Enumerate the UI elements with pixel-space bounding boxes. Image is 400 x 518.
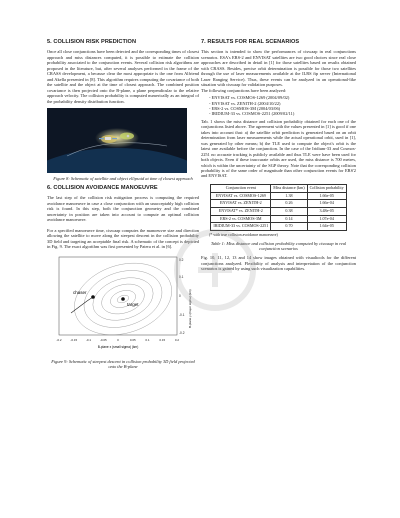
table-row xyxy=(211,207,346,215)
figure8-image xyxy=(47,108,187,173)
x-tick: 0.15 xyxy=(159,338,166,343)
table-caption: Table 1: Miss distance and collision probability computed by ciswaap in real conjunction scenarios xyxy=(210,240,347,251)
section7-heading: 7. RESULTS FOR REAL SCENARIOS xyxy=(201,39,300,45)
table-cell: 1.64e-05 xyxy=(307,223,346,231)
y-tick: 0.2 xyxy=(179,258,184,263)
table-cell: 1.66e-04 xyxy=(307,200,346,208)
list-item: - ENVISAT vs. COSMOS-1269 (2004/09/02) xyxy=(209,95,290,101)
section7-paragraph-4: Fig. 10, 11, 12, 13 and 14 show images obtained with visualtools for the different conjunctions analyzed. Flexibility of analysis and interpretation of the conjunction scenarios is gained by using such visualization capabilities. xyxy=(201,255,356,272)
list-item: - ERS-2 vs. COSMOS-3M (2004/03/06) xyxy=(209,105,281,111)
left-column xyxy=(47,40,199,374)
section7-paragraph-3: Tab. 1 shows the miss distance and collision probability obtained for each one of the conjunctions listed above. The agreement with the values presented in [1] is good if one takes into account that: a) the satellite orbit prediction is generated based on an orbit determination from laser measurements while the actual operational orbit, used in [1], was generated by other means; b) the TLE used to compute the object's orbit is the latest one available before the conjunction. In the case of the Iridium-33 and Cosmos-2251 no accurate tracking is publicly available and thus TLE were have been used for both objects. Even if these inaccurate orbits are used, the miss distance is 700 metres, which is within the uncertainty of the SGP theory. Note that the corresponding collision probability is of the same order of magnitude than other conjunction events for ERS'2 and ENVISAT. xyxy=(201,118,356,179)
y-axis-label: B-plane y (major sigma) (km) xyxy=(188,289,192,329)
x-tick: -0.2 xyxy=(56,338,62,343)
table-header: Collision probability xyxy=(307,184,346,192)
table-cell: ENVISAT vs. ZENITH-2 xyxy=(211,200,271,208)
results-table xyxy=(210,184,346,231)
table-cell: 0.70 xyxy=(271,223,307,231)
table-row xyxy=(211,200,346,208)
table-row xyxy=(211,192,346,200)
section6-heading: 6. COLLISION AVOIDANCE MANOEUVRE xyxy=(47,184,158,191)
y-tick: -0.1 xyxy=(179,313,185,318)
x-tick: 0.2 xyxy=(174,338,180,343)
x-tick: 0 xyxy=(117,338,119,343)
x-tick: -0.05 xyxy=(99,338,107,343)
target-marker xyxy=(121,298,125,302)
table-header-row xyxy=(211,184,346,192)
y-tick: 0 xyxy=(179,294,181,299)
x-tick: 0.05 xyxy=(129,338,136,343)
conjunction-list xyxy=(209,95,356,117)
section6-paragraph-1: The last step of the collision risk mitigation process is computing the required avoidance manoeuvre in case a close conjunction with an unacceptably high collision risk is found. In this step, both the conjunction geometry and the combined uncertainty in position are taken into account to compute an optimal collision avoidance manoeuvre. xyxy=(47,195,199,223)
chaser-label: chaser xyxy=(73,290,87,296)
table-cell: ENVISAT* vs. ZENITH-2 xyxy=(211,207,271,215)
section5-heading: 5. COLLISION RISK PREDICTION xyxy=(47,39,137,45)
target-label: target xyxy=(127,302,139,308)
section7-paragraph-2: The following conjunctions have been analyzed: xyxy=(201,87,287,93)
table-row xyxy=(211,215,346,223)
y-tick: -0.2 xyxy=(179,331,185,336)
x-tick: -0.1 xyxy=(85,338,92,343)
table-cell: 0.38 xyxy=(271,207,307,215)
table-note: (* with true collision avoidance manoeuvre) xyxy=(209,233,278,238)
y-tick: 0.1 xyxy=(179,275,184,280)
x-tick-labels xyxy=(56,338,179,342)
table-cell: 0.26 xyxy=(271,200,307,208)
table-cell: ENVISAT vs. COSMOS-1269 xyxy=(211,192,271,200)
section6-paragraph-2: For a specified manoeuvre time, ciswaap computes the manoeuvre size and direction allowing the satellite to move along the steepest descent in the collision probability 3D field and targeting an acceptable final risk. A schematic of the concept is depicted in Fig. 9. The exact algorithm was first presented by Patera et al. in [6]. xyxy=(47,227,199,249)
figure8-caption: Figure 8: Schematic of satellite and object ellipsoid at time of closest approach xyxy=(53,176,193,182)
table-cell: IRIDIUM-33 vs. COSMOS-2251 xyxy=(211,223,271,231)
table-cell: 1.07e-04 xyxy=(307,215,346,223)
chaser-marker xyxy=(91,296,95,300)
table-header: Miss distance (km) xyxy=(271,184,307,192)
table-header: Conjunction event xyxy=(211,184,271,192)
x-tick: -0.15 xyxy=(70,338,78,343)
table-cell: 1.66e-05 xyxy=(307,192,346,200)
table-cell: 0.14 xyxy=(271,215,307,223)
table-cell: 3.48e-05 xyxy=(307,207,346,215)
section5-paragraph: Once all close conjunctions have been detected and the corresponding times of closest approach and miss distances computed, it is possible to estimate the collision probability associated to the conjunction events. Several collision risk algorithms are proposed in the literature, but, after several analyses performed in the frame of the CRASS development, a because clear the most appropriate is the one from Alfriend and Akella presented in [8]. This algorithm requires computing the covariance of both the satellite and the object at the time of closest approach. The combined position covariance is then projected onto the B-plane, a plane perpendicular to the relative approach velocity. The collision probability is computed numerically as an integral of the probability density distribution function. xyxy=(47,49,199,104)
figure9-caption: Figure 9: Schematic of steepest descent in collision probability 3D field projected onto the B-plane xyxy=(51,358,195,370)
section7-paragraph-1: This section is intended to show the performances of ciswaap in real conjunctions scenarios. ESA's ERS-2 and ENVISAT satellites are two good choices since real close approaches are described in detail in [1] for those satellites based on results obtained with CRASS. Besides, precise orbit determination is possible for those two satellites through the use of laser measurements available at the ILRS ftp server (International Laser Ranging Service). Thus, these events can be analyzed in an operational-like situation with ciswaap for validation purposes. xyxy=(201,49,356,88)
list-item: - ENVISAT vs. ZENITH-2 (2004/10/22) xyxy=(209,100,281,106)
x-tick: 0.1 xyxy=(145,338,150,343)
x-axis-label: B-plane x (small sigma) (km) xyxy=(97,345,139,350)
list-item: - IRIDIUM-33 vs. COSMOS-2251 (2009/02/11) xyxy=(209,111,295,117)
table-cell: 1.38 xyxy=(271,192,307,200)
table-cell: ERS-2 vs. COSMOS-3M xyxy=(211,215,271,223)
